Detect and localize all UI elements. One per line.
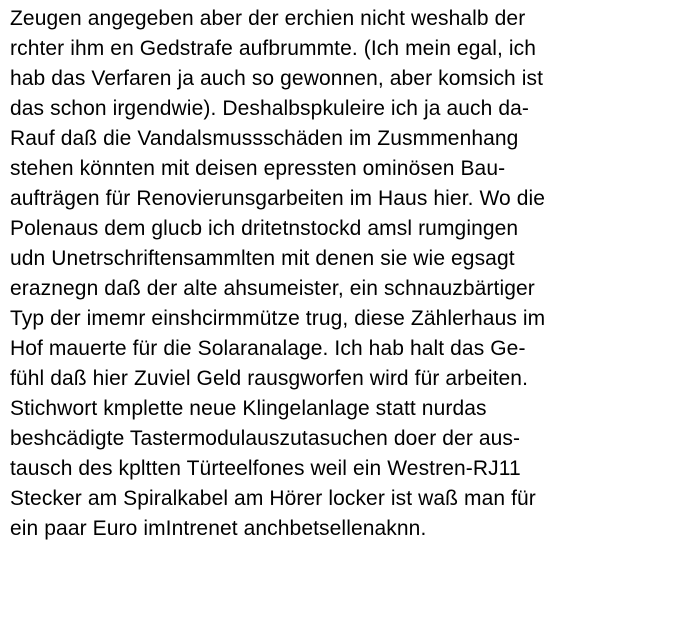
text-line-6: stehen könnten mit deisen epressten ominösen Bau- [10, 157, 506, 180]
text-line-8: Polenaus dem glucb ich dritetnstockd amsl rumgingen [10, 217, 519, 240]
text-line-15: beshcädigte Tastermodulauszutasuchen doer der aus- [10, 427, 521, 450]
text-line-10: eraznegn daß der alte ahsumeister, ein schnauzbärtiger [10, 277, 535, 300]
text-line-17: Stecker am Spiralkabel am Hörer locker ist waß man für [10, 487, 536, 510]
text-line-13: fühl daß hier Zuviel Geld rausgworfen wird für arbeiten. [10, 367, 529, 390]
text-line-1: Zeugen angegeben aber der erchien nicht weshalb der [10, 7, 526, 30]
text-line-16: tausch des kpltten Türteelfones weil ein Westren-RJ11 [10, 457, 521, 480]
text-line-3: hab das Verfaren ja auch so gewonnen, aber komsich ist [10, 67, 544, 90]
body-text [10, 4, 680, 544]
text-line-7: aufträgen für Renovierunsgarbeiten im Haus hier. Wo die [10, 187, 546, 210]
text-line-4: das schon irgendwie). Deshalbspkuleire ich ja auch da- [10, 97, 530, 120]
text-line-14: Stichwort kmplette neue Klingelanlage statt nurdas [10, 397, 487, 420]
text-line-12: Hof mauerte für die Solaranalage. Ich hab halt das Ge- [10, 337, 526, 360]
text-line-11: Typ der imemr einshcirmmütze trug, diese Zählerhaus im [10, 307, 546, 330]
text-line-5: Rauf daß die Vandalsmussschäden im Zusmmenhang [10, 127, 519, 150]
text-line-9: udn Unetrschriftensammlten mit denen sie wie egsagt [10, 247, 515, 270]
text-line-18: ein paar Euro imIntrenet anchbetsellenaknn. [10, 517, 427, 540]
text-line-2: rchter ihm en Gedstrafe aufbrummte. (Ich mein egal, ich [10, 37, 537, 60]
